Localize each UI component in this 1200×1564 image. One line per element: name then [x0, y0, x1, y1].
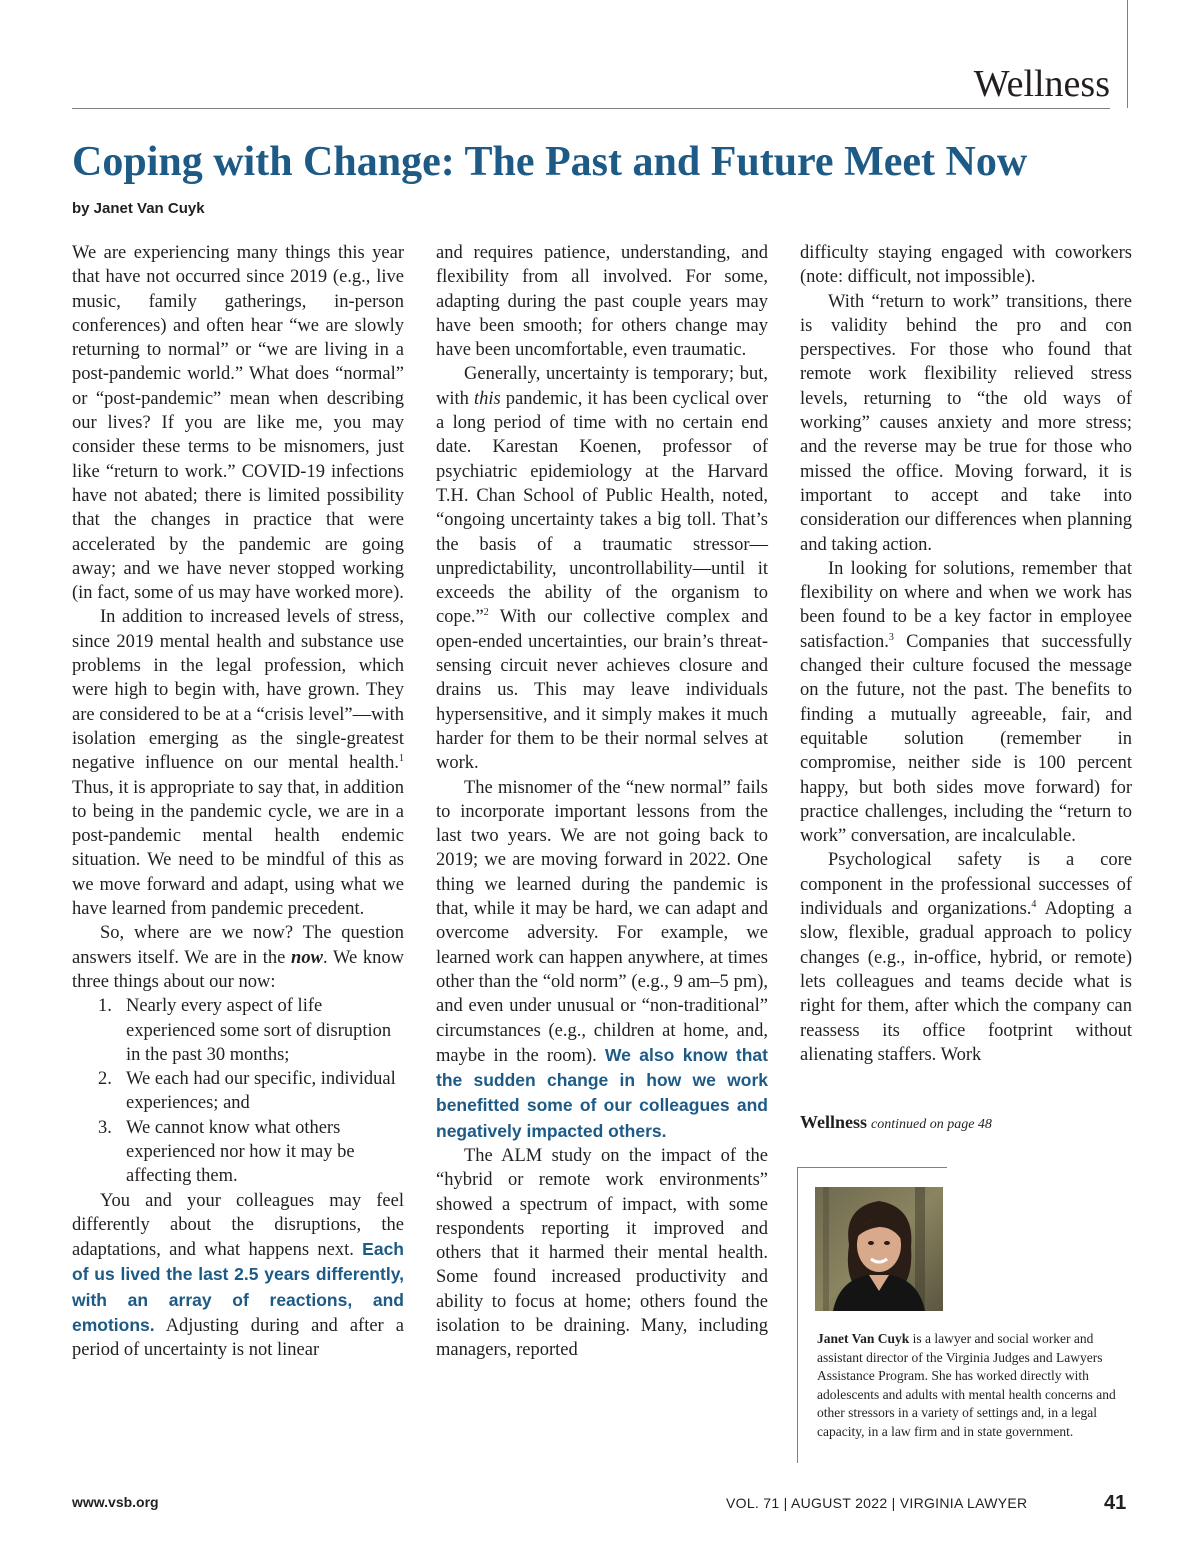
section-header	[72, 62, 1110, 109]
list-item: 1. Nearly every aspect of life experienced some sort of disruption in the past 30 months;	[98, 996, 392, 1065]
footer-url[interactable]: www.vsb.org	[72, 1494, 159, 1510]
author-bio: Janet Van Cuyk is a lawyer and social worker and assistant director of the Virginia Judges and Lawyers Assistance Program. She has worked directly with adolescents and adults with mental health concerns and other stressors in a variety of settings and, in a legal capacity, in a law firm and in state government.	[817, 1331, 1116, 1439]
footer-magazine: VOL. 71 | AUGUST 2022 | VIRGINIA LAWYER	[726, 1495, 1028, 1511]
footnote-ref: 3	[888, 631, 894, 643]
article-title: Coping with Change: The Past and Future Meet Now	[72, 139, 1028, 185]
paragraph: So, where are we now? The question answers itself. We are in the now. We know three things about our now:	[72, 923, 404, 992]
paragraph: In addition to increased levels of stress, since 2019 mental health and substance use problems in the legal profession, which were high to begin with, have grown. They are considered to be at a “crisis level”—with isolation emerging as the single-greatest negative influence on our mental health.$^1$ Thus, it is appropriate to say that, in addition to being in the pandemic cycle, we are in a post-pandemic mental health endemic situation. We need to be mindful of this as we move forward and adapt, using what we have learned from pandemic precedent.	[72, 607, 404, 920]
paragraph: In looking for solutions, remember that flexibility on where and when we work has been found to be a key factor in employee satisfaction.$^3$ Companies that successfully changed their culture focused the message on the future, not the past. The benefits to finding a mutually agreeable, fair, and equitable solution (remember in compromise, neither side is 100 percent happy, but both sides move forward) for practice challenges, including the “return to work” conversation, are incalculable.	[800, 558, 1132, 847]
emphasis-this: this	[473, 388, 501, 409]
list-item: 3. We cannot know what others experienced nor how it may be affecting them.	[98, 1117, 355, 1187]
header-divider	[1127, 0, 1128, 108]
author-name: Janet Van Cuyk	[817, 1331, 910, 1346]
footnote-ref: 4	[1031, 898, 1037, 910]
paragraph: difficulty staying engaged with coworkers (note: difficult, not impossible).	[800, 243, 1132, 288]
footnote-ref: 1	[399, 753, 404, 765]
continued-label: Wellness	[800, 1112, 868, 1132]
byline: by Janet Van Cuyk	[72, 200, 205, 217]
paragraph: With “return to work” transitions, there is validity behind the pro and con perspectives. For those who found that remote work flexibility relieved stress levels, returning to “the old ways of working” causes anxiety and more stress; and the reverse may be true for those who missed the office. Moving forward, it is important to accept and take into consideration our differences when planning and taking action.	[800, 291, 1132, 555]
continued-page: continued on page 48	[871, 1117, 992, 1132]
numbered-list	[72, 994, 404, 1188]
emphasis-now: now	[291, 947, 323, 968]
continued-note	[800, 1110, 992, 1137]
paragraph: You and your colleagues may feel differently about the disruptions, the adaptations, and what happens next. Each of us lived the last 2.5 years differently, with an array of reactions, and emotions. Adjusting during and after a period of uncertainty is not linear	[72, 1190, 404, 1361]
paragraph: Generally, uncertainty is temporary; but, with this pandemic, it has been cyclical over a long period of time with no certain end date. Karestan Koenen, professor of psychiatric epidemiology at the Harvard T.H. Chan School of Public Health, noted, “ongoing uncertainty takes a big toll. That’s the basis of a traumatic stressor—unpredictability, uncontrollability—until it exceeds the ability of the organism to cope.”$^2$ With our collective complex and open-ended uncertainties, our brain’s threat-sensing circuit never achieves closure and drains us. This may leave individuals hypersensitive, and it simply makes it much harder for them to be their normal selves at work.	[436, 364, 769, 774]
paragraph: The misnomer of the “new normal” fails to incorporate important lessons from the last two years. We are not going back to 2019; we are moving forward in 2022. One thing we learned during the pandemic is that, while it may be hard, we can adapt and overcome adversity. For example, we learned work can happen anywhere, at times other than the “old norm” (e.g., 9 am–5 pm), and even under unusual or “non-traditional” circumstances (e.g., children at home, and, maybe in the room). We also know that the sudden change in how we work benefitted some of our colleagues and negatively impacted others.	[436, 777, 768, 1141]
paragraph: and requires patience, understanding, and flexibility from all involved. For some, adapting during the past couple years may have been smooth; for others change may have been uncomfortable, even traumatic.	[436, 243, 768, 361]
paragraph: We are experiencing many things this year that have not occurred since 2019 (e.g., live music, family gatherings, in-person conferences) and often hear “we are slowly returning to normal” or “we are living in a post-pandemic world.” What does “normal” or “post-pandemic” mean when describing our lives? If you are like me, you may consider these terms to be misnomers, just like “return to work.” COVID-19 infections have not abated; there is limited possibility that the changes in practice that were accelerated by the pandemic are going away; and we have never stopped working (in fact, some of us may have worked more).	[72, 243, 404, 604]
bio-rule	[797, 1167, 947, 1168]
bio-rule-vertical	[797, 1167, 798, 1463]
pull-highlight: Each of us lived the last 2.5 years differently, with an array of reactions, and emotions.	[72, 1239, 404, 1336]
pull-highlight: We also know that the sudden change in how we work benefitted some of our colleagues and negatively impacted others.	[436, 1044, 768, 1141]
page-number: 41	[1104, 1492, 1127, 1514]
column-2	[436, 241, 768, 1363]
paragraph: The ALM study on the impact of the “hybrid or remote work environments” showed a spectrum of impact, with some respondents reporting it improved and others that it harmed their mental health. Some found increased productivity and ability to focus at home; others found the isolation to be draining. Many, including managers, reported	[436, 1145, 768, 1361]
list-item: 2. We each had our specific, individual experiences; and	[98, 1069, 396, 1114]
author-photo	[815, 1187, 943, 1311]
footnote-ref: 2	[483, 607, 489, 619]
section-title: Wellness	[973, 63, 1110, 105]
column-3	[800, 241, 1132, 1067]
column-1	[72, 241, 404, 1363]
paragraph: Psychological safety is a core component in the professional successes of individuals and organizations.$^4$ Adopting a slow, flexible, gradual approach to policy changes (e.g., in-office, hybrid, or remote) lets colleagues and teams decide what is right for them, after which the company can reassess its office footprint without alienating staffers. Work	[800, 850, 1132, 1065]
